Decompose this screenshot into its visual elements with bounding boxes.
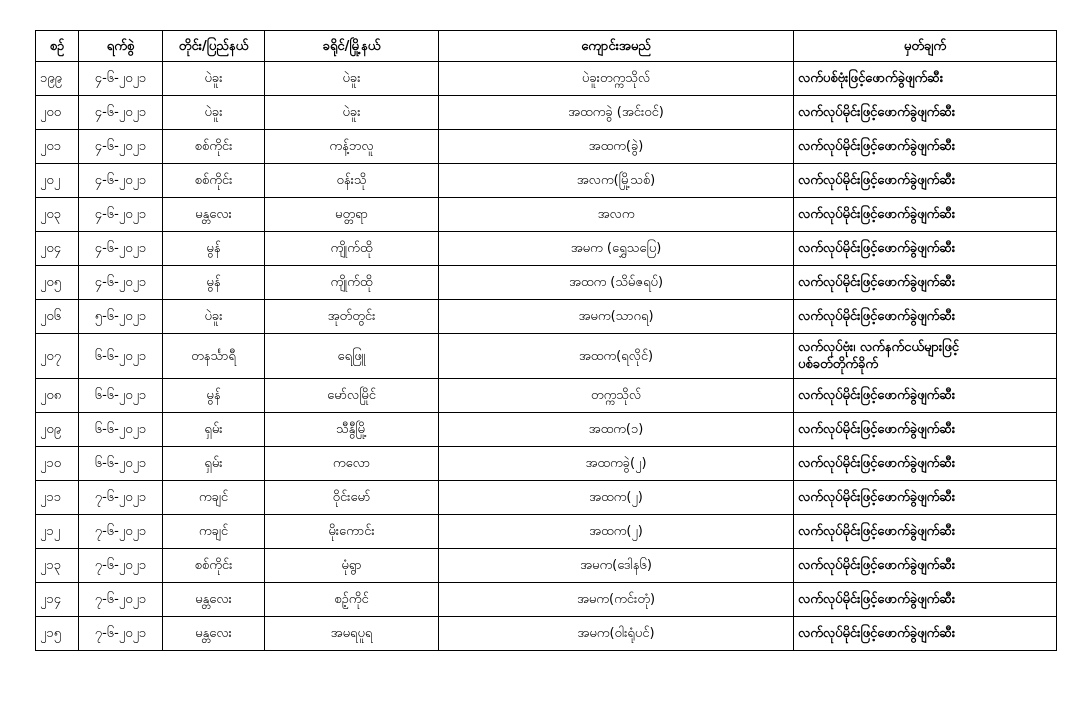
table-row	[36, 481, 1057, 515]
header-no: စဉ်	[36, 31, 79, 62]
cell-region: စစ်ကိုင်း	[163, 164, 265, 198]
cell-school: အထက(၁)	[439, 413, 794, 447]
table-row	[36, 515, 1057, 549]
cell-date: ၅-၆-၂၀၂၁	[79, 300, 163, 334]
cell-remark: လက်လုပ်မိုင်းဖြင့်ဖောက်ခွဲဖျက်ဆီး	[794, 266, 1057, 300]
cell-township: မော်လမြိုင်	[265, 379, 439, 413]
cell-date: ၄-၆-၂၀၂၁	[79, 130, 163, 164]
cell-remark: လက်လုပ်မိုင်းဖြင့်ဖောက်ခွဲဖျက်ဆီး	[794, 379, 1057, 413]
cell-no: ၂၀၁	[36, 130, 79, 164]
cell-township: ဝိုင်းမော်	[265, 481, 439, 515]
cell-date: ၄-၆-၂၀၂၁	[79, 96, 163, 130]
cell-region: ရှမ်း	[163, 413, 265, 447]
cell-remark: လက်လုပ်မိုင်းဖြင့်ဖောက်ခွဲဖျက်ဆီး	[794, 447, 1057, 481]
cell-region: မန္တလေး	[163, 198, 265, 232]
table-row	[36, 96, 1057, 130]
cell-date: ၄-၆-၂၀၂၁	[79, 266, 163, 300]
table-row	[36, 413, 1057, 447]
cell-township: မတ္တရာ	[265, 198, 439, 232]
cell-school: အမက (ရွှေသပြေ)	[439, 232, 794, 266]
cell-remark: လက်လုပ်မိုင်းဖြင့်ဖောက်ခွဲဖျက်ဆီး	[794, 300, 1057, 334]
cell-region: စစ်ကိုင်း	[163, 130, 265, 164]
header-remark: မှတ်ချက်	[794, 31, 1057, 62]
cell-school: အမက(ဒေါန၆)	[439, 549, 794, 583]
cell-region: မွန်	[163, 232, 265, 266]
table-row	[36, 164, 1057, 198]
table-body	[36, 62, 1057, 651]
school-incidents-table	[35, 30, 1057, 651]
cell-date: ၄-၆-၂၀၂၁	[79, 164, 163, 198]
cell-date: ၄-၆-၂၀၂၁	[79, 62, 163, 96]
cell-region: ပဲခူး	[163, 300, 265, 334]
cell-township: ကန့်ဘလူ	[265, 130, 439, 164]
cell-township: ဝန်းသို	[265, 164, 439, 198]
cell-township: သီနွီမြို့	[265, 413, 439, 447]
cell-no: ၂၀၃	[36, 198, 79, 232]
cell-township: ရေဖြူ	[265, 334, 439, 379]
cell-township: မိုးကောင်း	[265, 515, 439, 549]
cell-township: ပဲခူး	[265, 62, 439, 96]
cell-region: မန္တလေး	[163, 617, 265, 651]
cell-date: ၇-၆-၂၀၂၁	[79, 515, 163, 549]
cell-township: ကျိုက်ထို	[265, 266, 439, 300]
cell-region: ပဲခူး	[163, 96, 265, 130]
cell-region: ကချင်	[163, 481, 265, 515]
cell-no: ၂၀၂	[36, 164, 79, 198]
cell-date: ၄-၆-၂၀၂၁	[79, 198, 163, 232]
cell-region: တနင်္သာရီ	[163, 334, 265, 379]
cell-date: ၇-၆-၂၀၂၁	[79, 617, 163, 651]
table-row	[36, 198, 1057, 232]
cell-township: ကလော	[265, 447, 439, 481]
table-row	[36, 232, 1057, 266]
table-row	[36, 379, 1057, 413]
table-row	[36, 62, 1057, 96]
cell-school: အထက(ခွဲ)	[439, 130, 794, 164]
header-township: ခရိုင်/မြို့နယ်	[265, 31, 439, 62]
cell-school: အမက(ဝါးရုံပင်)	[439, 617, 794, 651]
table-row	[36, 130, 1057, 164]
cell-remark	[794, 334, 1057, 379]
cell-no: ၂၀၅	[36, 266, 79, 300]
cell-remark: လက်လုပ်မိုင်းဖြင့်ဖောက်ခွဲဖျက်ဆီး	[794, 617, 1057, 651]
cell-no: ၂၁၀	[36, 447, 79, 481]
cell-region: ရှမ်း	[163, 447, 265, 481]
cell-date: ၆-၆-၂၀၂၁	[79, 334, 163, 379]
cell-township: စဥ့်ကိုင်	[265, 583, 439, 617]
cell-school: အလက	[439, 198, 794, 232]
cell-remark: လက်လုပ်မိုင်းဖြင့်ဖောက်ခွဲဖျက်ဆီး	[794, 232, 1057, 266]
header-region: တိုင်း/ပြည်နယ်	[163, 31, 265, 62]
cell-school: အထကခွဲ(၂)	[439, 447, 794, 481]
cell-no: ၂၀၆	[36, 300, 79, 334]
cell-remark: လက်လုပ်မိုင်းဖြင့်ဖောက်ခွဲဖျက်ဆီး	[794, 96, 1057, 130]
cell-remark: လက်ပစ်ဗုံးဖြင့်ဖောက်ခွဲဖျက်ဆီး	[794, 62, 1057, 96]
cell-township: ပဲခူး	[265, 96, 439, 130]
cell-school: အမက(ကင်းတုံ)	[439, 583, 794, 617]
cell-no: ၁၉၉	[36, 62, 79, 96]
table-row	[36, 549, 1057, 583]
cell-no: ၂၁၃	[36, 549, 79, 583]
remark-line: လက်လုပ်ဗုံး၊ လက်နက်ငယ်များဖြင့်	[798, 340, 959, 355]
cell-school: အထကခွဲ (အင်းဝင်)	[439, 96, 794, 130]
cell-remark: လက်လုပ်မိုင်းဖြင့်ဖောက်ခွဲဖျက်ဆီး	[794, 481, 1057, 515]
cell-no: ၂၀၄	[36, 232, 79, 266]
cell-school: အလက(မြို့သစ်)	[439, 164, 794, 198]
cell-region: ပဲခူး	[163, 62, 265, 96]
cell-region: မွန်	[163, 266, 265, 300]
cell-no: ၂၀၀	[36, 96, 79, 130]
cell-date: ၇-၆-၂၀၂၁	[79, 549, 163, 583]
cell-school: ပဲခူးတက္ကသိုလ်	[439, 62, 794, 96]
cell-no: ၂၁၄	[36, 583, 79, 617]
cell-school: အထက(၂)	[439, 515, 794, 549]
cell-date: ၆-၆-၂၀၂၁	[79, 447, 163, 481]
cell-date: ၇-၆-၂၀၂၁	[79, 481, 163, 515]
cell-date: ၆-၆-၂၀၂၁	[79, 379, 163, 413]
cell-remark: လက်လုပ်မိုင်းဖြင့်ဖောက်ခွဲဖျက်ဆီး	[794, 413, 1057, 447]
cell-date: ၇-၆-၂၀၂၁	[79, 583, 163, 617]
cell-remark: လက်လုပ်မိုင်းဖြင့်ဖောက်ခွဲဖျက်ဆီး	[794, 198, 1057, 232]
cell-remark: လက်လုပ်မိုင်းဖြင့်ဖောက်ခွဲဖျက်ဆီး	[794, 130, 1057, 164]
cell-no: ၂၁၂	[36, 515, 79, 549]
header-row	[36, 31, 1057, 62]
table-row	[36, 447, 1057, 481]
cell-remark: လက်လုပ်မိုင်းဖြင့်ဖောက်ခွဲဖျက်ဆီး	[794, 515, 1057, 549]
cell-region: မန္တလေး	[163, 583, 265, 617]
cell-no: ၂၁၁	[36, 481, 79, 515]
cell-township: အမရပူရ	[265, 617, 439, 651]
table-row	[36, 300, 1057, 334]
cell-township: မုံရွာ	[265, 549, 439, 583]
cell-no: ၂၀၇	[36, 334, 79, 379]
cell-township: ကျိုက်ထို	[265, 232, 439, 266]
cell-date: ၄-၆-၂၀၂၁	[79, 232, 163, 266]
table-row	[36, 266, 1057, 300]
cell-date: ၆-၆-၂၀၂၁	[79, 413, 163, 447]
cell-no: ၂၀၈	[36, 379, 79, 413]
cell-remark: လက်လုပ်မိုင်းဖြင့်ဖောက်ခွဲဖျက်ဆီး	[794, 549, 1057, 583]
table-row	[36, 583, 1057, 617]
cell-school: အထက(၂)	[439, 481, 794, 515]
cell-region: ကချင်	[163, 515, 265, 549]
cell-school: တက္ကသိုလ်	[439, 379, 794, 413]
cell-no: ၂၀၉	[36, 413, 79, 447]
header-school: ကျောင်းအမည်	[439, 31, 794, 62]
remark-line: ပစ်ခတ်တိုက်ခိုက်	[798, 357, 879, 372]
cell-remark: လက်လုပ်မိုင်းဖြင့်ဖောက်ခွဲဖျက်ဆီး	[794, 583, 1057, 617]
cell-region: စစ်ကိုင်း	[163, 549, 265, 583]
cell-remark: လက်လုပ်မိုင်းဖြင့်ဖောက်ခွဲဖျက်ဆီး	[794, 164, 1057, 198]
cell-school: အထက(ရလိုင်)	[439, 334, 794, 379]
header-date: ရက်စွဲ	[79, 31, 163, 62]
cell-region: မွန်	[163, 379, 265, 413]
cell-school: အမက(သာဂရ)	[439, 300, 794, 334]
cell-no: ၂၁၅	[36, 617, 79, 651]
cell-township: အုတ်တွင်း	[265, 300, 439, 334]
table-row	[36, 334, 1057, 379]
cell-school: အထက (သိမ်ဇရပ်)	[439, 266, 794, 300]
table-row	[36, 617, 1057, 651]
